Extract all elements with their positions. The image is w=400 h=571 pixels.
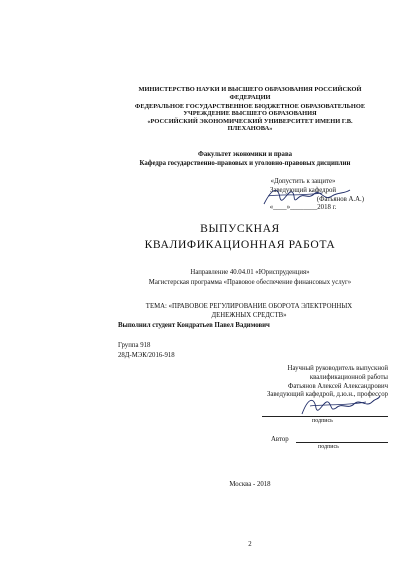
program-block xyxy=(110,268,390,287)
head-of-department-label: Заведующий кафедрой xyxy=(269,186,337,194)
institution-line-4: ПЛЕХАНОВА» xyxy=(227,125,273,133)
institution-line-3: «РОССИЙСКИЙ ЭКОНОМИЧЕСКИЙ УНИВЕРСИТЕТ ИМЕНИ Г.В. xyxy=(147,117,353,125)
institution-line-2: УЧРЕЖДЕНИЕ ВЫСШЕГО ОБРАЗОВАНИЯ xyxy=(183,110,317,118)
author-signature-caption: подпись xyxy=(318,444,339,450)
master-program: Магистерская программа «Правовое обеспечение финансовых услуг» xyxy=(148,278,352,286)
admitted-to-defense: «Допустить к защите» xyxy=(270,178,336,185)
ministry-line-1: МИНИСТЕРСТВО НАУКИ И ВЫСШЕГО ОБРАЗОВАНИЯ РОССИЙСКОЙ xyxy=(138,86,362,93)
group-code: 28Д-МЭК/2016-918 xyxy=(118,351,175,359)
ministry-header xyxy=(110,86,390,102)
city-year: Москва - 2018 xyxy=(229,481,271,488)
supervisor-signature-image xyxy=(300,392,380,418)
page-number: 2 xyxy=(248,541,252,548)
topic-line-1: ТЕМА: «ПРАВОВОЕ РЕГУЛИРОВАНИЕ ОБОРОТА ЭЛЕКТРОННЫХ xyxy=(145,303,353,310)
institution-header xyxy=(110,103,390,133)
title-line-2: КВАЛИФИКАЦИОННАЯ РАБОТА xyxy=(144,238,336,251)
ministry-line-2: ФЕДЕРАЦИИ xyxy=(229,94,271,101)
topic-line-2: ДЕНЕЖНЫХ СРЕДСТВ» xyxy=(211,311,287,319)
head-signature-image xyxy=(262,184,352,208)
approval-date: «____»________2018 г. xyxy=(269,204,337,212)
supervisor-position: Заведующий кафедрой, д.ю.н., профессор xyxy=(266,391,388,399)
head-of-department-name: (Фатьянов А.А.) xyxy=(316,195,364,203)
author-label: Автор xyxy=(271,436,289,443)
supervisor-line-1: Научный руководитель выпускной xyxy=(287,365,388,372)
direction: Направление 40.04.01 «Юриспруденция» xyxy=(190,269,310,276)
faculty-name: Факультет экономики и права xyxy=(197,151,293,158)
topic-block xyxy=(118,303,380,320)
supervisor-name: Фатьянов Алексей Александрович xyxy=(288,382,388,390)
title-line-1: ВЫПУСКНАЯ xyxy=(200,222,280,235)
group-block xyxy=(118,341,175,360)
supervisor-line-2: квалификационной работы xyxy=(309,373,388,381)
author-signature-line xyxy=(296,442,388,443)
document-title xyxy=(90,221,390,253)
supervisor-signature-line xyxy=(262,416,388,417)
faculty-block xyxy=(100,150,390,168)
supervisor-signature-caption: подпись xyxy=(312,418,333,424)
department-name: Кафедра государственно-правовых и уголовно-правовых дисциплин xyxy=(139,160,351,167)
group-number: Группа 918 xyxy=(118,342,151,349)
student-name: Выполнил студент Кондратьев Павел Вадимович xyxy=(118,322,270,329)
institution-line-1: ФЕДЕРАЛЬНОЕ ГОСУДАРСТВЕННОЕ БЮДЖЕТНОЕ ОБРАЗОВАТЕЛЬНОЕ xyxy=(134,103,366,110)
